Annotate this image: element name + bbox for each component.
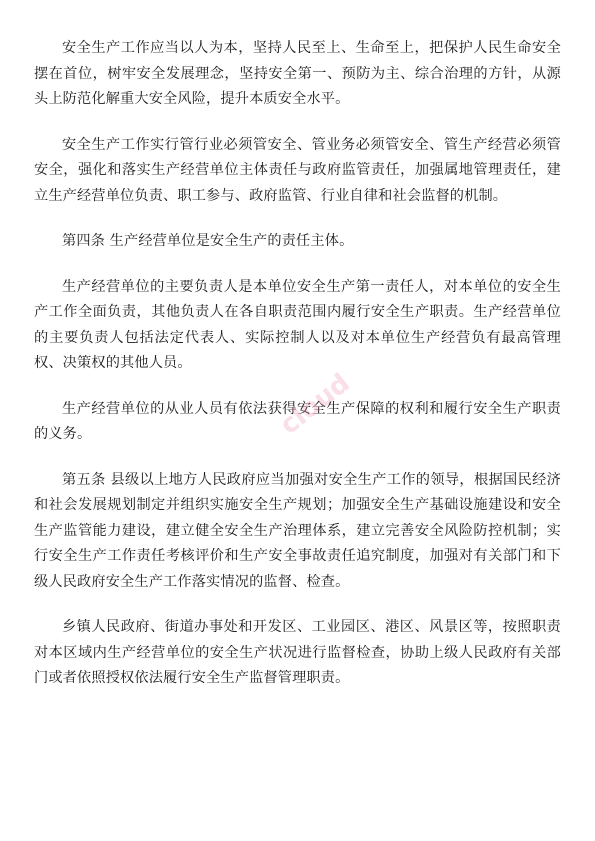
watermark-text: cloud <box>274 368 356 441</box>
article-4-heading: 第四条 生产经营单位是安全生产的责任主体。 <box>62 233 354 249</box>
paragraph-7: 乡镇人民政府、街道办事处和开发区、工业园区、港区、风景区等，按照职责对本区域内生产经营单位的安全生产状况进行监督检查，协助上级人民政府有关部门或者依照授权依法履行安全生产监督管理职责。 <box>34 619 561 686</box>
paragraph-4: 生产经营单位的主要负责人是本单位安全生产第一责任人，对本单位的安全生产工作全面负责，其他负责人在各自职责范围内履行安全生产职责。生产经营单位的主要负责人包括法定代表人、实际控制人以及对本单位生产经营负有最高管理权、决策权的其他人员。 <box>34 278 561 371</box>
paragraph-5: 生产经营单位的从业人员有依法获得安全生产保障的权利和履行安全生产职责的义务。 <box>34 400 561 442</box>
article-5-paragraph: 第五条 县级以上地方人民政府应当加强对安全生产工作的领导，根据国民经济和社会发展规划制定并组织实施安全生产规划；加强安全生产基础设施建设和安全生产监管能力建设，建立健全安全生产治理体系，建立完善安全风险防控机制；实行安全生产工作责任考核评价和生产安全事故责任追究制度，加强对有关部门和下级人民政府安全生产工作落实情况的监督、检查。 <box>34 471 561 590</box>
paragraph-2: 安全生产工作实行管行业必须管安全、管业务必须管安全、管生产经营必须管安全，强化和落实生产经营单位主体责任与政府监管责任，加强属地管理责任，建立生产经营单位负责、职工参与、政府监管、行业自律和社会监督的机制。 <box>34 136 561 204</box>
paragraph-1: 安全生产工作应当以人为本，坚持人民至上、生命至上，把保护人民生命安全摆在首位，树牢安全发展理念，坚持安全第一、预防为主、综合治理的方针，从源头上防范化解重大安全风险，提升本质安全水平。 <box>34 40 561 107</box>
